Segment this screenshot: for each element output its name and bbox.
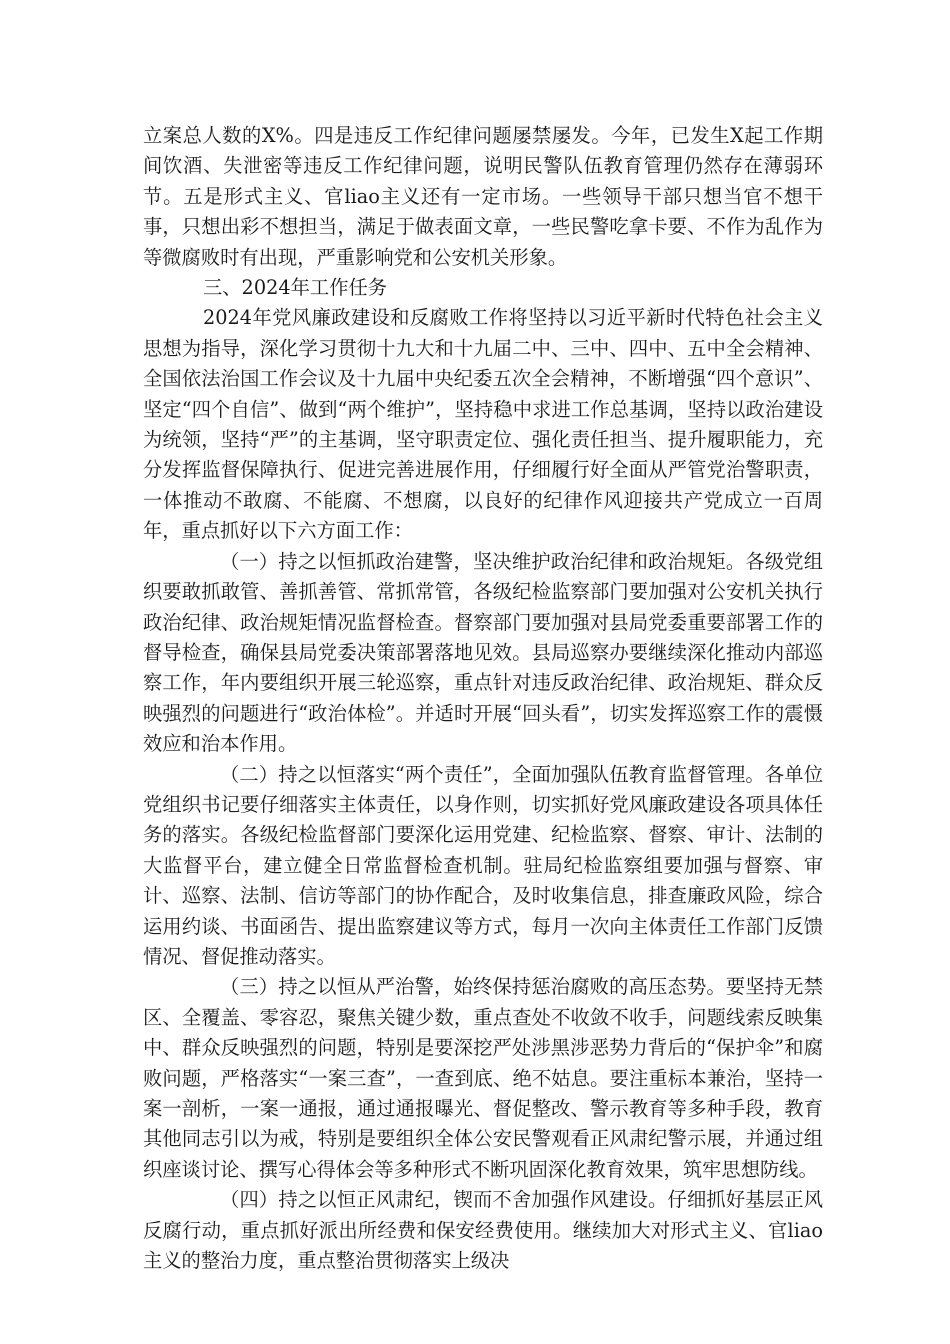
paragraph-continuation: 立案总人数的X%。四是违反工作纪律问题屡禁屡发。今年，已发生X起工作期间饮酒、失泄密等违反工作纪律问题，说明民警队伍教育管理仍然存在薄弱环节。五是形式主义、官liao主义还有一定市场。一些领导干部只想当官不想干事，只想出彩不想担当，满足于做表面文章，一些民警吃拿卡要、不作为乱作为等微腐败时有出现，严重影响党和公安机关形象。 — [143, 124, 823, 269]
paragraph-intro: 2024年党风廉政建设和反腐败工作将坚持以习近平新时代特色社会主义思想为指导，深化学习贯彻十九大和十九届二中、三中、四中、五中全会精神、全国依法治国工作会议及十九届中央纪委五次全会精神，不断增强“四个意识”、坚定“四个自信”、做到“两个维护”，坚持稳中求进工作总基调，坚持以政治建设为统领，坚持“严”的主基调，坚守职责定位、强化责任担当、提升履职能力，充分发挥监督保障执行、促进完善进展作用，仔细履行好全面从严管党治警职责，一体推动不敢腐、不能腐、不想腐，以良好的纪律作风迎接共产党成立一百周年，重点抓好以下六方面工作： — [143, 306, 823, 543]
paragraph-item-1: （一）持之以恒抓政治建警，坚决维护政治纪律和政治规矩。各级党组织要敢抓敢管、善抓善管、常抓常管，各级纪检监察部门要加强对公安机关执行政治纪律、政治规矩情况监督检查。督察部门要加强对县局党委重要部署工作的督导检查，确保县局党委决策部署落地见效。县局巡察办要继续深化推动内部巡察工作，年内要组织开展三轮巡察，重点针对违反政治纪律、政治规矩、群众反映强烈的问题进行“政治体检”。并适时开展“回头看”，切实发挥巡察工作的震慑效应和治本作用。 — [143, 549, 823, 756]
paragraph-item-2: （二）持之以恒落实“两个责任”，全面加强队伍教育监督管理。各单位党组织书记要仔细落实主体责任，以身作则，切实抓好党风廉政建设各项具体任务的落实。各级纪检监督部门要深化运用党建、纪检监察、督察、审计、法制的大监督平台，建立健全日常监督检查机制。驻局纪检监察组要加强与督察、审计、巡察、法制、信访等部门的协作配合，及时收集信息，排查廉政风险，综合运用约谈、书面函告、提出监察建议等方式，每月一次向主体责任工作部门反馈情况、督促推动落实。 — [143, 762, 823, 968]
paragraph-item-3: （三）持之以恒从严治警，始终保持惩治腐败的高压态势。要坚持无禁区、全覆盖、零容忍，聚焦关键少数，重点查处不收敛不收手，问题线索反映集中、群众反映强烈的问题，特别是要深挖严处涉黑涉恶势力背后的“保护伞”和腐败问题，严格落实“一案三查”，一查到底、绝不姑息。要注重标本兼治，坚持一案一剖析，一案一通报，通过通报曝光、督促整改、警示教育等多种手段，教育其他同志引以为戒，特别是要组织全体公安民警观看正风肃纪警示展，并通过组织座谈讨论、撰写心得体会等多种形式不断巩固深化教育效果，筑牢思想防线。 — [143, 975, 823, 1181]
document-body — [143, 121, 823, 1276]
section-heading: 三、2024年工作任务 — [203, 276, 388, 300]
paragraph-item-4: （四）持之以恒正风肃纪，锲而不舍加强作风建设。仔细抓好基层正风反腐行动，重点抓好派出所经费和保安经费使用。继续加大对形式主义、官liao主义的整治力度，重点整治贯彻落实上级决 — [143, 1188, 823, 1273]
